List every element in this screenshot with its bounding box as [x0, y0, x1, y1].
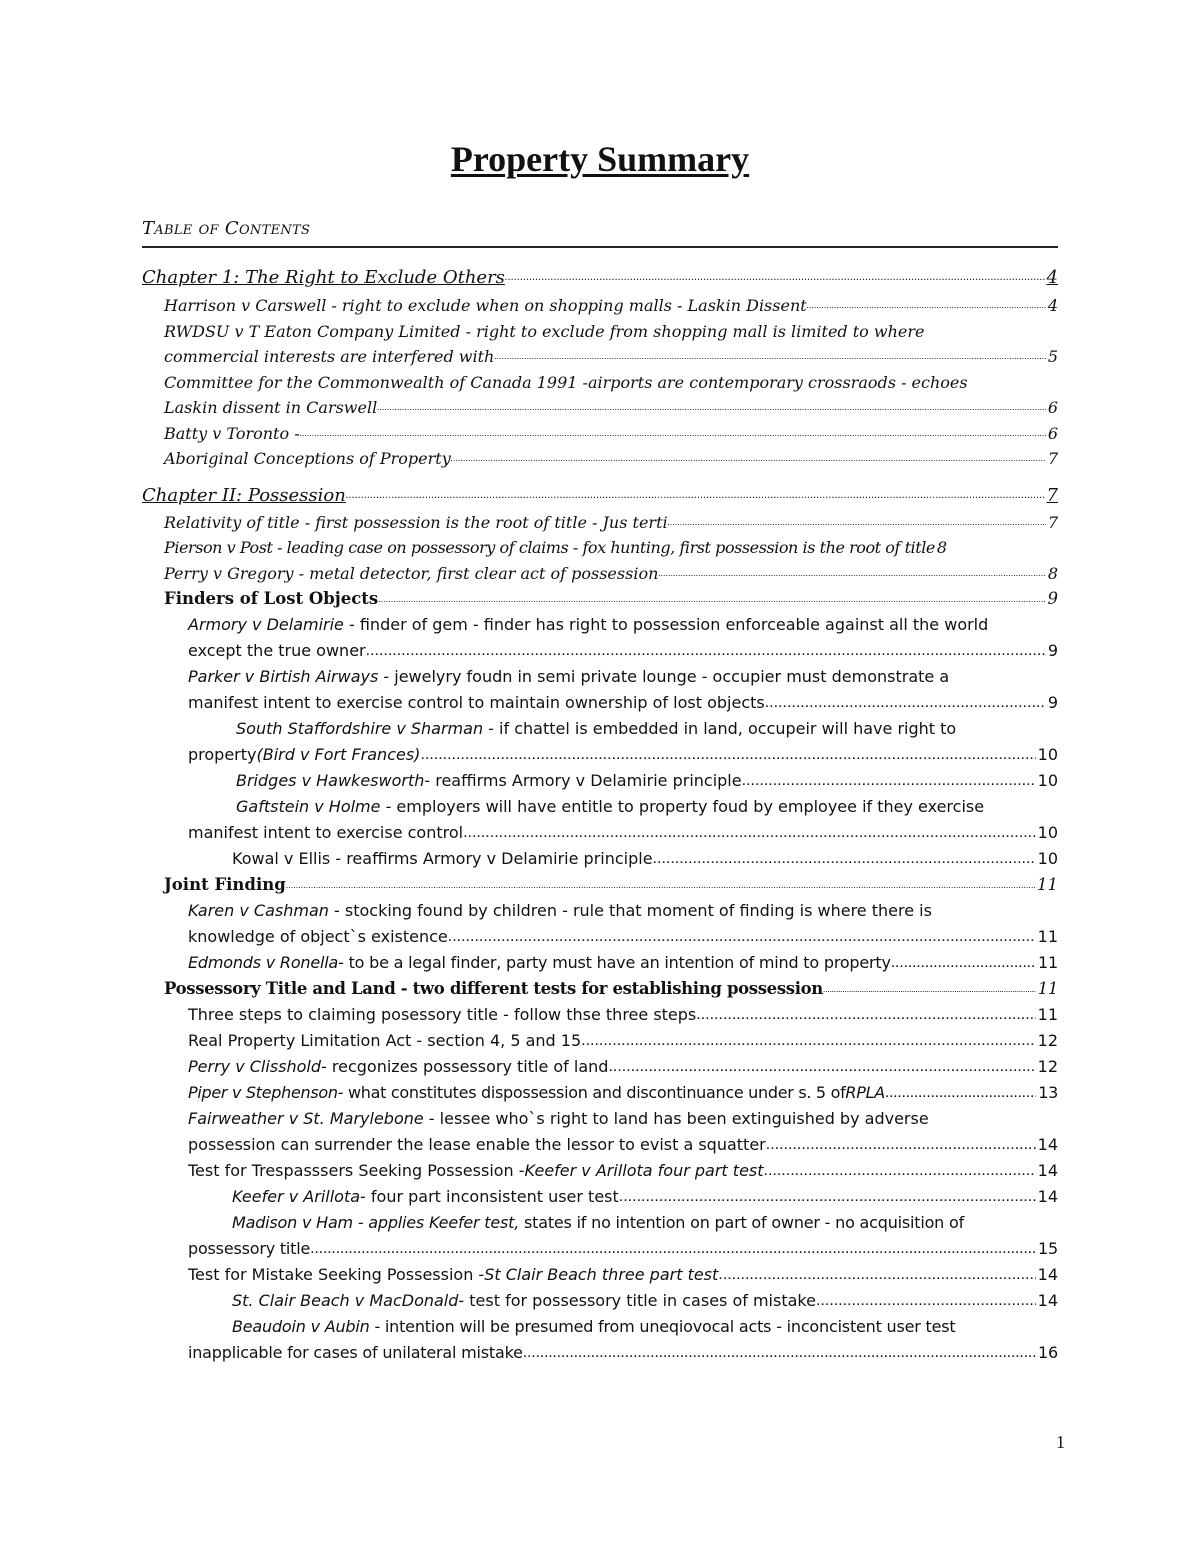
toc-entry-armory[interactable]: Armory v Delamirie - finder of gem - finder has right to possession enforceable against all the world except the true owner ..... 9 [142, 612, 1058, 664]
toc-entry-gaftstein[interactable]: Gaftstein v Holme - employers will have entitle to property foud by employee if they exercise manifest intent to exercise control ..... 10 [142, 794, 1058, 846]
toc-entry-rwdsu[interactable]: RWDSU v T Eaton Company Limited - right to exclude from shopping mall is limited to where commercial interests are interfered with ..... 5 [142, 319, 1058, 370]
toc-heading: Table of Contents [142, 218, 1058, 248]
toc-entry-beaudoin[interactable]: Beaudoin v Aubin - intention will be presumed from uneqiovocal acts - inconcistent user test inapplicable for cases of unilateral mistake ..... 16 [142, 1314, 1058, 1366]
toc-entry-edmonds[interactable]: Edmonds v Ronella - to be a legal finder, party must have an intention of mind to property ..... 11 [142, 950, 1058, 976]
toc-entry-perry-clisshold[interactable]: Perry v Clisshold - recgonizes possessory title of land ..... 12 [142, 1054, 1058, 1080]
toc-entry-perry-gregory[interactable]: Perry v Gregory - metal detector, first clear act of possession ..... 8 [142, 561, 1058, 587]
toc-entry-chapter-2[interactable]: Chapter II: Possession ..... 7 [142, 482, 1058, 509]
toc-entry-south-staffordshire[interactable]: South Staffordshire v Sharman - if chattel is embedded in land, occupeir will have right to property (Bird v Fort Frances) ..... 10 [142, 716, 1058, 768]
table-of-contents [142, 264, 1058, 1366]
toc-entry-chapter-1[interactable]: Chapter 1: The Right to Exclude Others ..... 4 [142, 264, 1058, 291]
toc-entry-parker[interactable]: Parker v Birtish Airways - jewelyry foudn in semi private lounge - occupier must demonstrate a manifest intent to exercise control to maintain ownership of lost objects ..... 9 [142, 664, 1058, 716]
page-number-footer: 1 [1056, 1432, 1065, 1452]
toc-entry-aboriginal[interactable]: Aboriginal Conceptions of Property ..... 7 [142, 446, 1058, 472]
toc-entry-trespassers-test[interactable]: Test for Trespasssers Seeking Possession - Keefer v Arillota four part test ..... 14 [142, 1158, 1058, 1184]
toc-entry-relativity[interactable]: Relativity of title - first possession is the root of title - Jus terti ..... 7 [142, 510, 1058, 536]
toc-entry-finders[interactable]: Finders of Lost Objects ..... 9 [142, 586, 1058, 612]
toc-entry-harrison[interactable]: Harrison v Carswell - right to exclude when on shopping malls - Laskin Dissent ..... 4 [142, 293, 1058, 319]
toc-entry-pierson[interactable]: Pierson v Post - leading case on possessory of claims - fox hunting, first possession is the root of title 8 [164, 538, 947, 557]
toc-entry-batty[interactable]: Batty v Toronto - ..... 6 [142, 421, 1058, 447]
toc-entry-piper[interactable]: Piper v Stephenson - what constitutes dispossession and discontinuance under s. 5 of RPLA ..... 13 [142, 1080, 1058, 1106]
toc-entry-rpla[interactable]: Real Property Limitation Act - section 4, 5 and 15 ..... 12 [142, 1028, 1058, 1054]
toc-entry-madison[interactable]: Madison v Ham - applies Keefer test, states if no intention on part of owner - no acquisition of possessory title ..... 15 [142, 1210, 1058, 1262]
document-title: Property Summary [450, 139, 750, 179]
toc-entry-keefer[interactable]: Keefer v Arillota - four part inconsistent user test ..... 14 [142, 1184, 1058, 1210]
toc-entry-fairweather[interactable]: Fairweather v St. Marylebone - lessee who`s right to land has been extinguished by adverse possession can surrender the lease enable the lessor to evist a squatter ..... 14 [142, 1106, 1058, 1158]
toc-entry-st-clair[interactable]: St. Clair Beach v MacDonald - test for possessory title in cases of mistake ..... 14 [142, 1288, 1058, 1314]
page-number: 4 [1046, 267, 1058, 288]
toc-entry-three-steps[interactable]: Three steps to claiming posessory title - follow thse three steps ..... 11 [142, 1002, 1058, 1028]
toc-entry-possessory-title[interactable]: Possessory Title and Land - two different tests for establishing possession ..... 11 [142, 976, 1058, 1002]
toc-entry-bridges[interactable]: Bridges v Hawkesworth - reaffirms Armory v Delamirie principle ..... 10 [142, 768, 1058, 794]
toc-entry-joint-finding[interactable]: Joint Finding ..... 11 [142, 872, 1058, 898]
toc-entry-mistake-test[interactable]: Test for Mistake Seeking Possession - St Clair Beach three part test ..... 14 [142, 1262, 1058, 1288]
toc-entry-karen[interactable]: Karen v Cashman - stocking found by children - rule that moment of finding is where there is knowledge of object`s existence ..... 11 [142, 898, 1058, 950]
toc-entry-kowal[interactable]: Kowal v Ellis - reaffirms Armory v Delamirie principle ..... 10 [142, 846, 1058, 872]
toc-entry-committee[interactable]: Committee for the Commonwealth of Canada 1991 -airports are contemporary crossraods - echoes Laskin dissent in Carswell ..... 6 [142, 370, 1058, 421]
